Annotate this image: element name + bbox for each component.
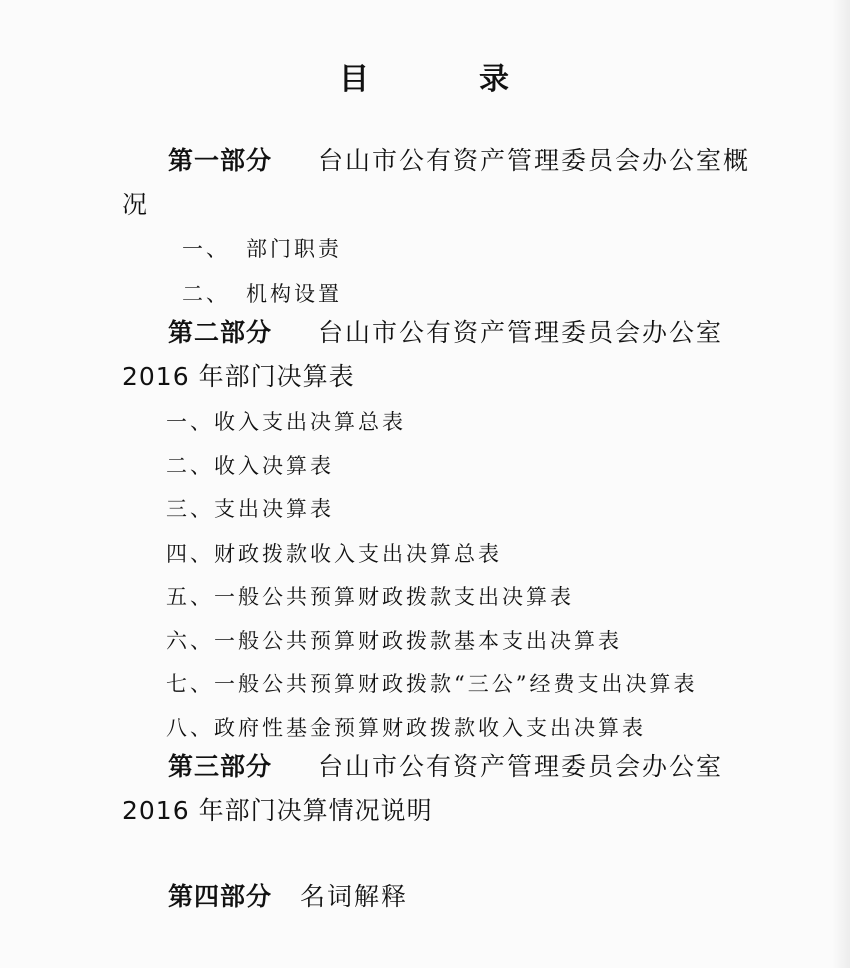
part3-name-cont: 2016 年部门决算情况说明: [122, 796, 433, 825]
part4-label: 第四部分: [168, 882, 273, 911]
part2-item-7-text: 七、一般公共预算财政拨款“三公”经费支出决算表: [166, 672, 698, 696]
part2-item-3-text: 三、支出决算表: [166, 497, 334, 521]
part1-item-2: [182, 278, 342, 308]
part2-item-1: [166, 406, 406, 436]
part1-heading-cont: [122, 182, 148, 228]
part2-item-8-text: 八、政府性基金预算财政拨款收入支出决算表: [166, 716, 646, 740]
part1-item-2-text: 机构设置: [246, 282, 342, 306]
part2-heading-cont: [122, 354, 355, 400]
part3-name: 台山市公有资产管理委员会办公室: [318, 752, 724, 781]
part3-heading-cont: [122, 788, 433, 834]
part2-item-5: [166, 581, 574, 611]
part1-item-1-text: 部门职责: [246, 237, 342, 261]
part4-heading: [168, 874, 408, 920]
part1-item-1: [182, 233, 342, 263]
part2-label: 第二部分: [168, 318, 273, 347]
part3-heading: [168, 744, 723, 790]
title-char-2: 录: [479, 62, 511, 97]
part2-item-5-text: 五、一般公共预算财政拨款支出决算表: [166, 585, 574, 609]
page-edge-shadow: [832, 0, 850, 968]
part2-item-6-text: 六、一般公共预算财政拨款基本支出决算表: [166, 629, 622, 653]
part1-item-2-num: 二、: [182, 282, 230, 306]
part2-item-3: [166, 493, 334, 523]
part1-heading: [168, 138, 750, 184]
part2-name: 台山市公有资产管理委员会办公室: [318, 318, 724, 347]
part2-item-4: [166, 538, 502, 568]
title-char-1: 目: [339, 62, 371, 97]
part3-label: 第三部分: [168, 752, 273, 781]
part2-item-6: [166, 625, 622, 655]
part2-heading: [168, 310, 723, 356]
part2-item-2-text: 二、收入决算表: [166, 454, 334, 478]
part4-name: 名词解释: [300, 882, 409, 911]
part1-label: 第一部分: [168, 146, 273, 175]
part1-name-cont: 况: [122, 190, 149, 219]
part2-item-4-text: 四、财政拨款收入支出决算总表: [166, 542, 502, 566]
part1-name: 台山市公有资产管理委员会办公室概: [318, 146, 751, 175]
page-title: [0, 54, 850, 98]
part2-item-1-text: 一、收入支出决算总表: [166, 410, 406, 434]
part2-item-2: [166, 450, 334, 480]
part2-name-cont: 2016 年部门决算表: [122, 362, 355, 391]
part2-item-8: [166, 712, 646, 742]
part1-item-1-num: 一、: [182, 237, 230, 261]
part2-item-7: [166, 668, 697, 698]
